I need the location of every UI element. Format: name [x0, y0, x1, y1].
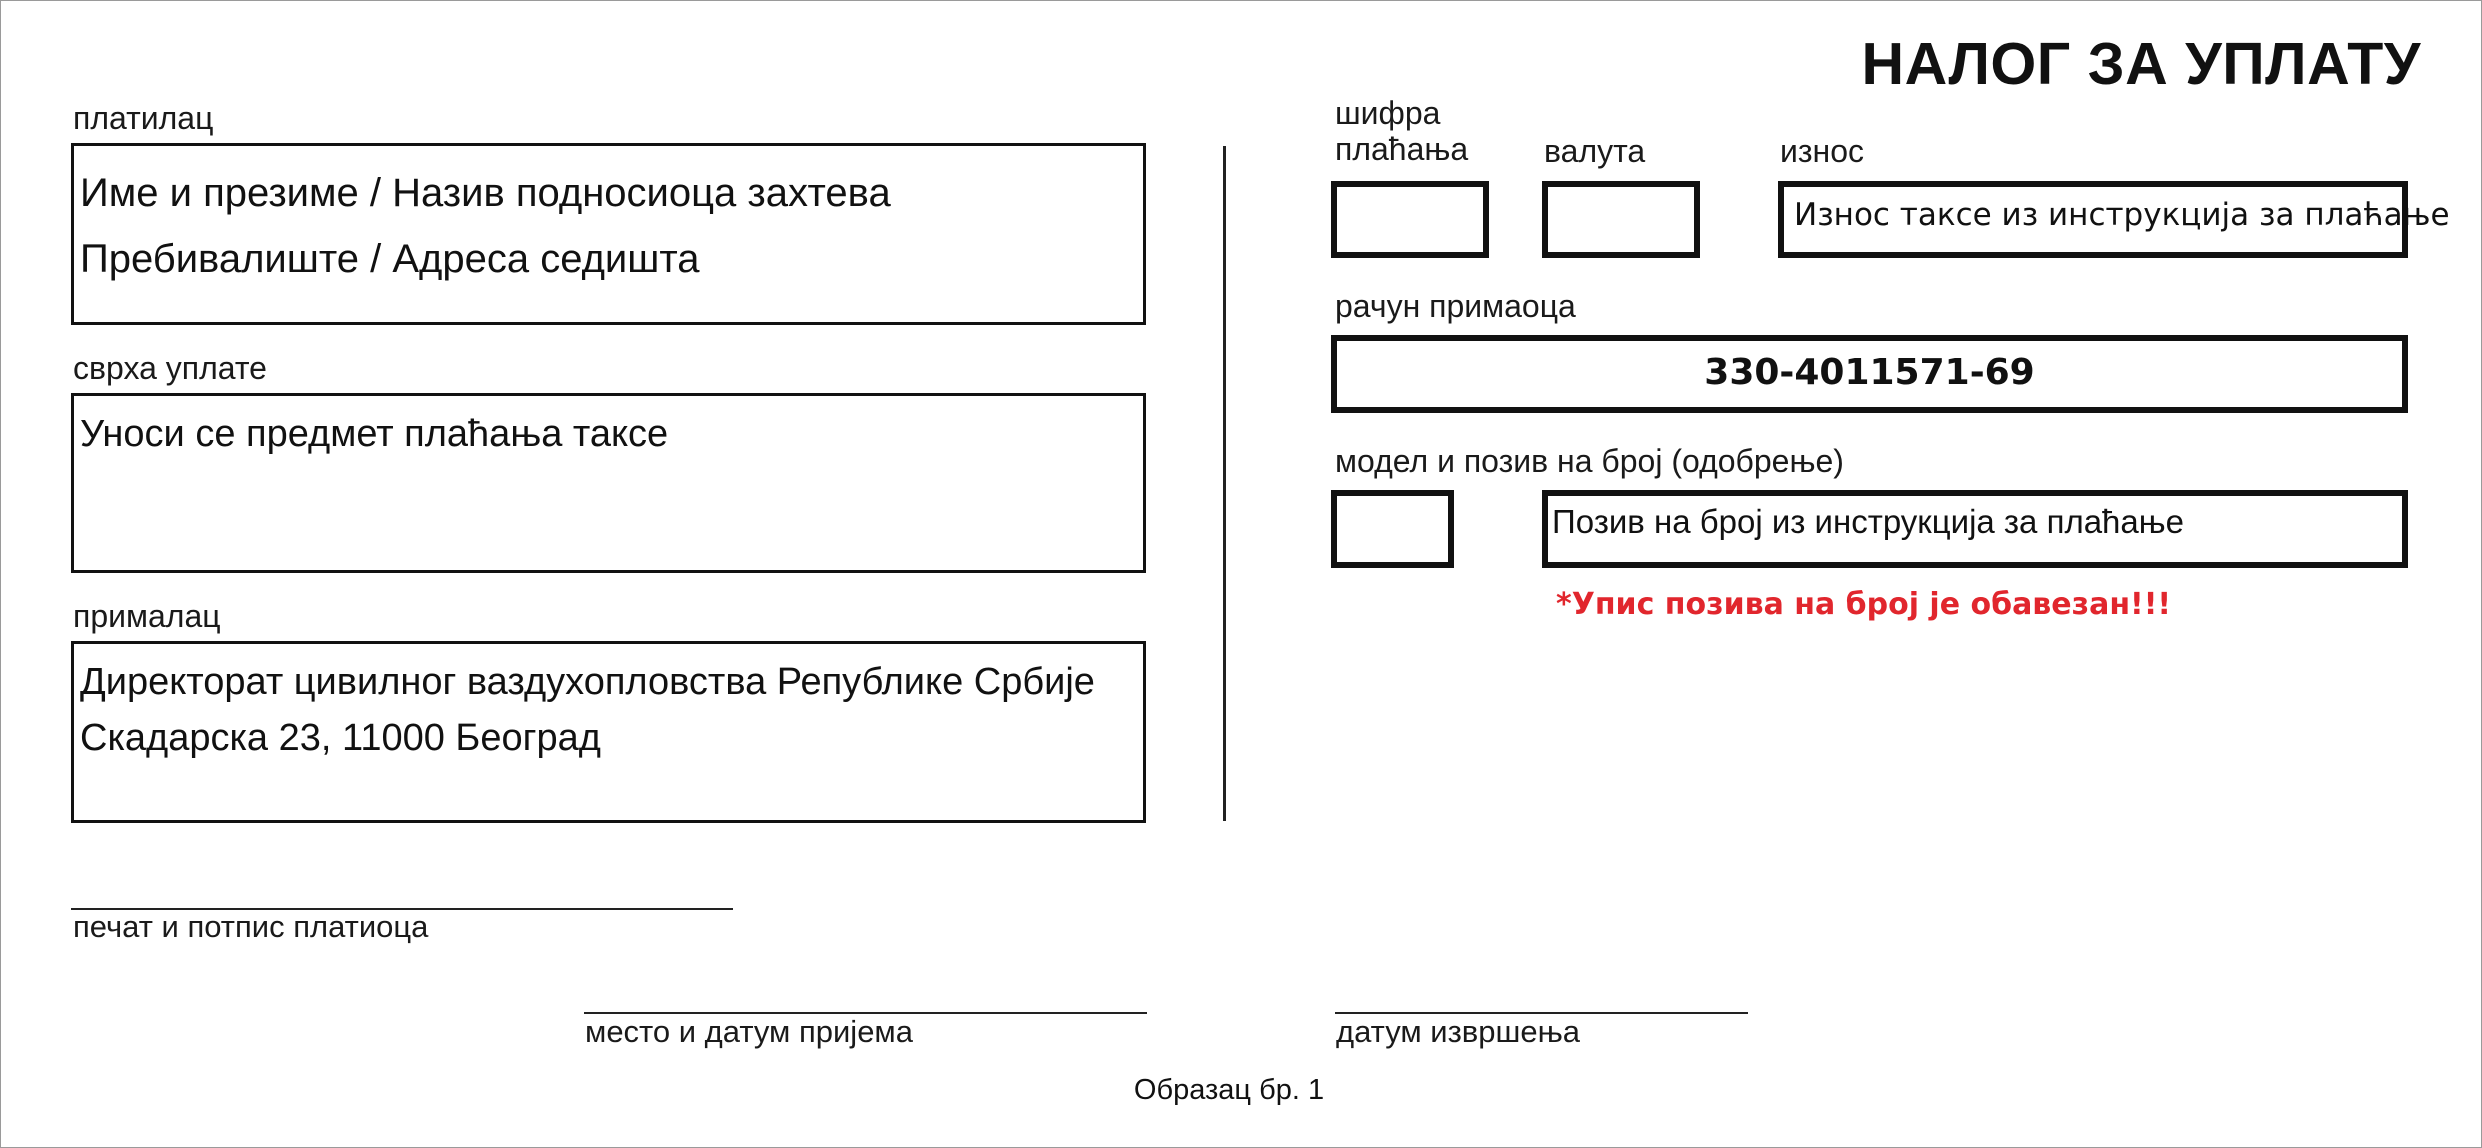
payment-code-label-line2: плаћања: [1335, 131, 1469, 167]
recipient-name-line: Директорат цивилног ваздухопловства Републике Србије: [80, 661, 1095, 703]
reference-label: модел и позив на број (одобрење): [1335, 443, 1844, 479]
execution-date-label: датум извршења: [1336, 1014, 1581, 1049]
form-number: Образац бр. 1: [1133, 1074, 1325, 1106]
payer-text: [74, 146, 1143, 292]
reference-warning: *Упис позива на број је обавезан!!!: [1556, 587, 2172, 622]
amount-field[interactable]: [1778, 181, 2450, 258]
reference-field[interactable]: [1542, 490, 2408, 568]
place-date-label: место и датум пријема: [585, 1014, 913, 1049]
purpose-text: [74, 396, 1143, 462]
payer-name-line: Име и презиме / Назив подносиоца захтева: [80, 171, 891, 215]
recipient-label: прималац: [73, 598, 221, 634]
payer-label: платилац: [73, 100, 214, 136]
model-field[interactable]: [1331, 490, 1454, 568]
amount-value: Износ таксе из инструкција за плаћање: [1794, 197, 2450, 233]
payment-code-label-line1: шифра: [1335, 95, 1441, 131]
recipient-text: [74, 644, 1143, 766]
reference-value: Позив на број из инструкција за плаћање: [1552, 503, 2184, 540]
account-value: 330-4011571-69: [1704, 352, 2035, 393]
currency-field[interactable]: [1542, 181, 1700, 258]
payer-signature-label: печат и потпис платиоца: [73, 909, 429, 944]
amount-label: износ: [1780, 133, 1865, 169]
form-title: НАЛОГ ЗА УПЛАТУ: [1861, 31, 2421, 97]
recipient-address-line: Скадарска 23, 11000 Београд: [80, 717, 601, 759]
account-label: рачун примаоца: [1335, 288, 1576, 324]
purpose-field[interactable]: [71, 393, 1146, 573]
payment-code-field[interactable]: [1331, 181, 1489, 258]
payment-code-label: [1335, 95, 1468, 167]
payer-address-line: Пребивалиште / Адреса седишта: [80, 237, 700, 281]
currency-label: валута: [1544, 133, 1646, 169]
recipient-field[interactable]: [71, 641, 1146, 823]
account-field[interactable]: [1331, 335, 2408, 413]
purpose-label: сврха уплате: [73, 350, 267, 386]
purpose-line: Уноси се предмет плаћања таксе: [80, 413, 669, 455]
column-divider: [1223, 146, 1226, 821]
payer-field[interactable]: [71, 143, 1146, 325]
